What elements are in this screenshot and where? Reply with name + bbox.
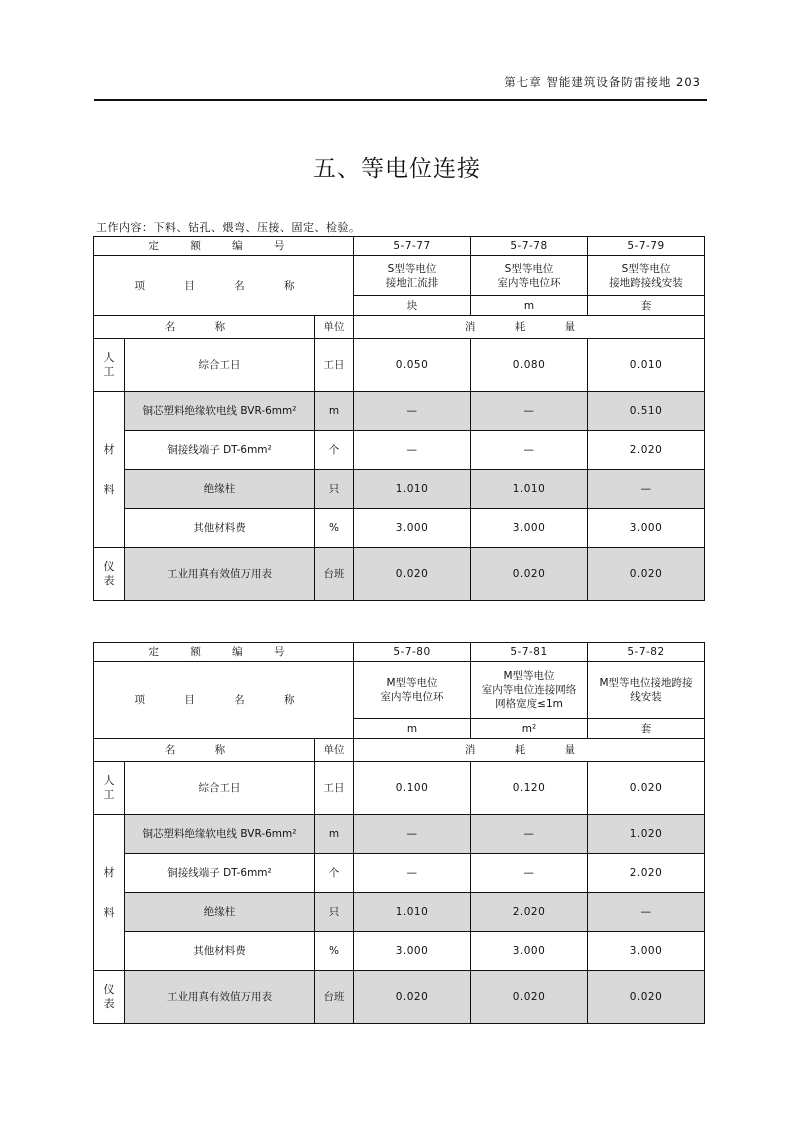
consumption-value: 0.020	[588, 971, 705, 1024]
consumption-value: 3.000	[354, 509, 471, 548]
item-unit: 套	[588, 719, 705, 739]
resource-name: 铜芯塑料绝缘软电线 BVR-6mm²	[125, 392, 315, 431]
consumption-value: —	[471, 815, 588, 854]
unit-column-header: 单位	[315, 316, 354, 339]
quota-code: 5-7-82	[588, 643, 705, 662]
item-line: 接地汇流排	[385, 276, 439, 289]
consumption-value: —	[471, 431, 588, 470]
item-name-label: 项 目 名 称	[94, 256, 354, 316]
resource-name: 铜接线端子 DT-6mm²	[125, 431, 315, 470]
section-title: 五、等电位连接	[313, 156, 481, 182]
resource-unit: %	[315, 509, 354, 548]
item-name	[588, 662, 705, 719]
category-labor: 人 工	[94, 762, 125, 815]
consumption-value: 0.510	[588, 392, 705, 431]
name-column-header: 名 称	[94, 739, 315, 762]
quota-table-1	[93, 236, 705, 601]
consumption-value: 0.010	[588, 339, 705, 392]
resource-unit: 工日	[315, 762, 354, 815]
resource-name: 综合工日	[125, 339, 315, 392]
consumption-value: —	[471, 854, 588, 893]
category-labor: 人 工	[94, 339, 125, 392]
item-line: M型等电位	[386, 677, 438, 689]
resource-name: 铜芯塑料绝缘软电线 BVR-6mm²	[125, 815, 315, 854]
quota-number-label: 定 额 编 号	[94, 643, 354, 662]
item-line: S型等电位	[504, 262, 554, 275]
item-name	[588, 256, 705, 296]
item-name-label: 项 目 名 称	[94, 662, 354, 739]
resource-unit: %	[315, 932, 354, 971]
unit-column-header: 单位	[315, 739, 354, 762]
resource-unit: 台班	[315, 971, 354, 1024]
quota-code: 5-7-78	[471, 237, 588, 256]
consumption-value: 0.120	[471, 762, 588, 815]
consumption-value: 1.010	[354, 470, 471, 509]
consumption-value: 3.000	[588, 932, 705, 971]
item-line: S型等电位	[621, 262, 671, 275]
item-unit: m	[471, 296, 588, 316]
consumption-value: 3.000	[471, 932, 588, 971]
consumption-value: 0.020	[354, 548, 471, 601]
name-column-header: 名 称	[94, 316, 315, 339]
resource-name: 绝缘柱	[125, 470, 315, 509]
quota-code: 5-7-81	[471, 643, 588, 662]
item-line: 室内等电位环	[380, 691, 444, 703]
resource-unit: 工日	[315, 339, 354, 392]
item-line: 室内等电位环	[497, 276, 561, 289]
item-line: S型等电位	[387, 262, 437, 275]
consumption-value: 2.020	[471, 893, 588, 932]
resource-unit: 个	[315, 854, 354, 893]
resource-unit: 只	[315, 470, 354, 509]
consumption-value: 0.020	[471, 971, 588, 1024]
resource-unit: m	[315, 392, 354, 431]
consumption-value: 3.000	[588, 509, 705, 548]
resource-name: 其他材料费	[125, 932, 315, 971]
consumption-value: 2.020	[588, 431, 705, 470]
resource-name: 工业用真有效值万用表	[125, 971, 315, 1024]
item-unit: 套	[588, 296, 705, 316]
resource-unit: 台班	[315, 548, 354, 601]
item-line: 室内等电位连接网络	[481, 684, 577, 696]
item-line: M型等电位	[503, 670, 555, 682]
consumption-value: 0.080	[471, 339, 588, 392]
item-line: 线安装	[630, 691, 662, 703]
consumption-header: 消 耗 量	[354, 739, 705, 762]
quota-number-label: 定 额 编 号	[94, 237, 354, 256]
resource-name: 铜接线端子 DT-6mm²	[125, 854, 315, 893]
item-line: M型等电位接地跨接	[599, 677, 693, 689]
consumption-value: 0.020	[471, 548, 588, 601]
item-name	[354, 662, 471, 719]
resource-unit: 只	[315, 893, 354, 932]
consumption-value: —	[354, 854, 471, 893]
running-header: 第七章 智能建筑设备防雷接地 203	[504, 75, 701, 89]
resource-unit: m	[315, 815, 354, 854]
header-rule	[94, 99, 707, 101]
consumption-value: 3.000	[354, 932, 471, 971]
item-unit: 块	[354, 296, 471, 316]
item-line: 网格宽度≤1m	[495, 698, 563, 710]
item-name	[471, 662, 588, 719]
category-material: 材 料	[94, 392, 125, 548]
consumption-value: —	[354, 815, 471, 854]
consumption-value: 2.020	[588, 854, 705, 893]
consumption-value: 0.020	[588, 548, 705, 601]
item-unit: m²	[471, 719, 588, 739]
item-name	[471, 256, 588, 296]
consumption-value: 0.050	[354, 339, 471, 392]
category-material: 材 料	[94, 815, 125, 971]
consumption-value: —	[354, 431, 471, 470]
consumption-value: 1.010	[354, 893, 471, 932]
item-name	[354, 256, 471, 296]
consumption-value: —	[471, 392, 588, 431]
quota-table-2	[93, 642, 705, 1024]
category-instrument: 仪 表	[94, 548, 125, 601]
consumption-value: 3.000	[471, 509, 588, 548]
resource-name: 工业用真有效值万用表	[125, 548, 315, 601]
consumption-value: —	[354, 392, 471, 431]
consumption-value: 0.100	[354, 762, 471, 815]
quota-code: 5-7-79	[588, 237, 705, 256]
category-instrument: 仪 表	[94, 971, 125, 1024]
work-content: 工作内容：下料、钻孔、煨弯、压接、固定、检验。	[96, 221, 361, 234]
item-line: 接地跨接线安装	[609, 276, 683, 289]
consumption-value: 0.020	[354, 971, 471, 1024]
consumption-value: 0.020	[588, 762, 705, 815]
quota-code: 5-7-80	[354, 643, 471, 662]
consumption-value: —	[588, 470, 705, 509]
item-unit: m	[354, 719, 471, 739]
resource-name: 绝缘柱	[125, 893, 315, 932]
consumption-header: 消 耗 量	[354, 316, 705, 339]
consumption-value: —	[588, 893, 705, 932]
consumption-value: 1.020	[588, 815, 705, 854]
quota-code: 5-7-77	[354, 237, 471, 256]
resource-unit: 个	[315, 431, 354, 470]
consumption-value: 1.010	[471, 470, 588, 509]
resource-name: 其他材料费	[125, 509, 315, 548]
resource-name: 综合工日	[125, 762, 315, 815]
